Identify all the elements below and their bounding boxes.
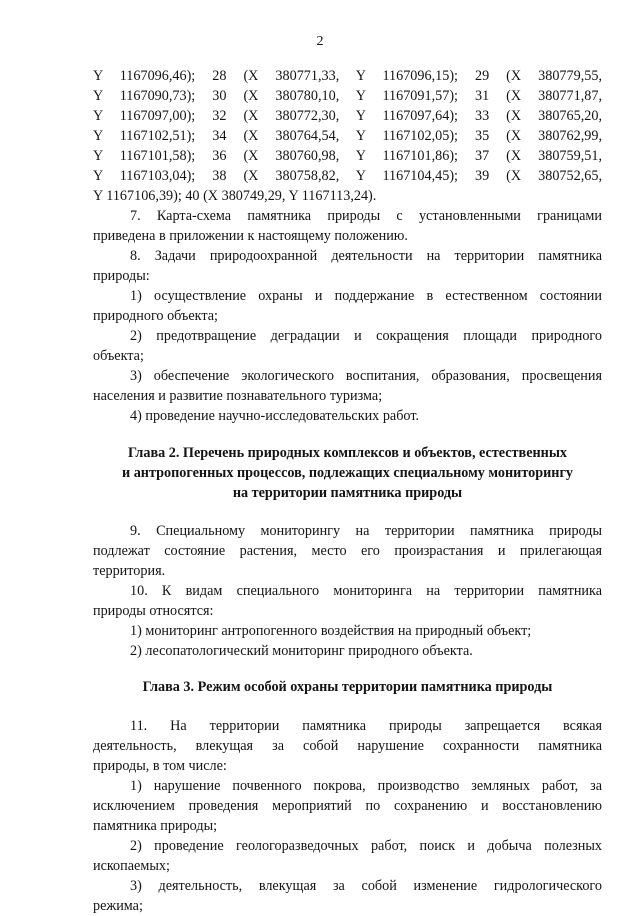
chapter-2-heading: Глава 2. Перечень природных комплексов и объектов, естественных xyxy=(127,445,568,461)
paragraph-9-line: территория. xyxy=(93,563,166,579)
list-item: ископаемых; xyxy=(93,858,170,874)
list-item: 2) проведение геологоразведочных работ, поиск и добыча полезных xyxy=(130,838,602,854)
list-item: 3) обеспечение экологического воспитания, образования, просвещения xyxy=(130,368,602,384)
coords-line: Y 1167096,46); 28 (X 380771,33, Y 1167096,15); 29 (X 380779,55, xyxy=(93,68,602,84)
list-item: населения и развитие познавательного туризма; xyxy=(93,388,383,404)
paragraph-11-line: природы, в том числе: xyxy=(93,758,227,774)
paragraph-9-line: подлежат состояние растения, место его произрастания и прилегающая xyxy=(93,543,602,559)
paragraph-9-line: 9. Специальному мониторингу на территории памятника природы xyxy=(130,523,602,539)
paragraph-8-line: 8. Задачи природоохранной деятельности на территории памятника xyxy=(130,248,602,264)
chapter-2-heading: на территории памятника природы xyxy=(232,485,463,501)
paragraph-11-line: 11. На территории памятника природы запрещается всякая xyxy=(130,718,602,734)
list-item: исключением проведения мероприятий по сохранению и восстановлению xyxy=(93,798,602,814)
list-item: режима; xyxy=(93,898,143,914)
coords-line: Y 1167103,04); 38 (X 380758,82, Y 1167104,45); 39 (X 380752,65, xyxy=(93,168,602,184)
chapter-2-heading: и антропогенных процессов, подлежащих специальному мониторингу xyxy=(121,465,574,481)
coords-line: Y 1167102,51); 34 (X 380764,54, Y 1167102,05); 35 (X 380762,99, xyxy=(93,128,602,144)
list-item: 4) проведение научно-исследовательских работ. xyxy=(130,408,420,424)
paragraph-10-line: 10. К видам специального мониторинга на территории памятника xyxy=(130,583,602,599)
coords-line: Y 1167101,58); 36 (X 380760,98, Y 1167101,86); 37 (X 380759,51, xyxy=(93,148,602,164)
list-item: 2) лесопатологический мониторинг природного объекта. xyxy=(130,643,473,659)
paragraph-10-line: природы относятся: xyxy=(93,603,214,619)
paragraph-11-line: деятельность, влекущая за собой нарушение сохранности памятника xyxy=(93,738,602,754)
list-item: памятника природы; xyxy=(93,818,218,834)
list-item: 3) деятельность, влекущая за собой изменение гидрологического xyxy=(130,878,602,894)
list-item: 1) осуществление охраны и поддержание в естественном состоянии xyxy=(130,288,602,304)
paragraph-7-line: 7. Карта-схема памятника природы с установленными границами xyxy=(130,208,602,224)
paragraph-7-line: приведена в приложении к настоящему положению. xyxy=(93,228,408,244)
list-item: объекта; xyxy=(93,348,144,364)
coords-line: Y 1167090,73); 30 (X 380780,10, Y 1167091,57); 31 (X 380771,87, xyxy=(93,88,602,104)
list-item: природного объекта; xyxy=(93,308,218,324)
chapter-3-heading: Глава 3. Режим особой охраны территории памятника природы xyxy=(142,679,553,695)
list-item: 1) нарушение почвенного покрова, производство земляных работ, за xyxy=(130,778,602,794)
coords-line: Y 1167097,00); 32 (X 380772,30, Y 1167097,64); 33 (X 380765,20, xyxy=(93,108,602,124)
list-item: 2) предотвращение деградации и сокращения площади природного xyxy=(130,328,602,344)
coords-line: Y 1167106,39); 40 (X 380749,29, Y 1167113,24). xyxy=(93,188,377,204)
page-number: 2 xyxy=(316,34,324,49)
list-item: 1) мониторинг антропогенного воздействия на природный объект; xyxy=(130,623,532,639)
paragraph-8-line: природы: xyxy=(93,268,150,284)
